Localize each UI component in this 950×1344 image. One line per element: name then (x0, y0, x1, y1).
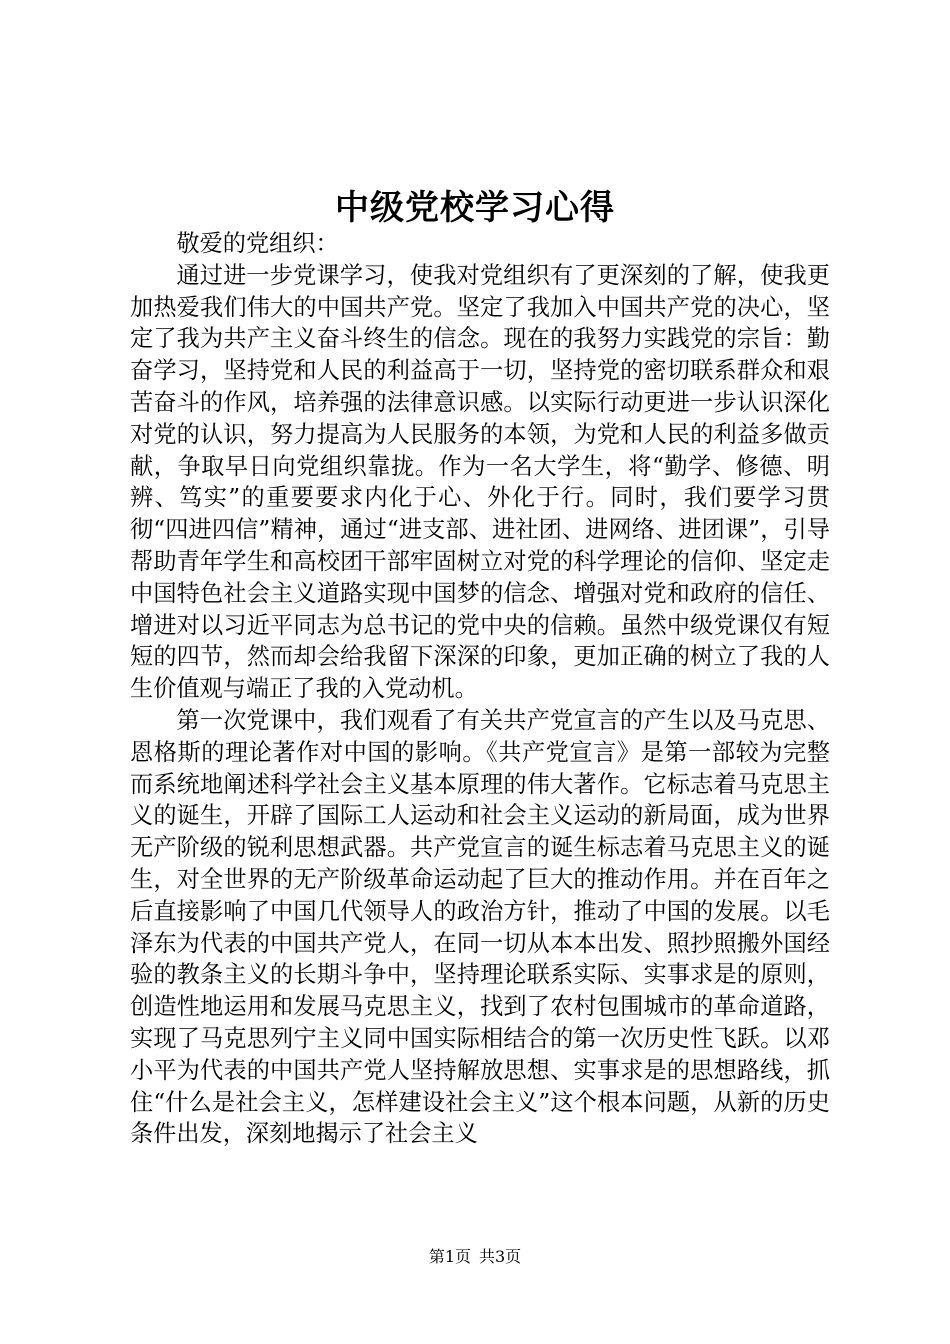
page-footer (0, 1246, 950, 1268)
page-number: 第1页 (428, 1247, 471, 1266)
paragraph-2: 第一次党课中，我们观看了有关共产党宣言的产生以及马克思、恩格斯的理论著作对中国的影响。《共产党宣言》是第一部较为完整而系统地阐述科学社会主义基本原理的伟大著作。它标志着马克思主义的诞生，开辟了国际工人运动和社会主义运动的新局面，成为世界无产阶级的锐利思想武器。共产党宣言的诞生标志着马克思主义的诞生，对全世界的无产阶级革命运动起了巨大的推动作用。并在百年之后直接影响了中国几代领导人的政治方针，推动了中国的发展。以毛泽东为代表的中国共产党人，在同一切从本本出发、照抄照搬外国经验的教条主义的长期斗争中，坚持理论联系实际、实事求是的原则，创造性地运用和发展马克思主义，找到了农村包围城市的革命道路，实现了马克思列宁主义同中国实际相结合的第一次历史性飞跃。以邓小平为代表的中国共产党人坚持解放思想、实事求是的思想路线，抓住“什么是社会主义，怎样建设社会主义”这个根本问题，从新的历史条件出发，深刻地揭示了社会主义 (130, 706, 830, 1148)
document-title: 中级党校学习心得 (335, 188, 615, 228)
paragraph-1: 通过进一步党课学习，使我对党组织有了更深刻的了解，使我更加热爱我们伟大的中国共产党。坚定了我加入中国共产党的决心，坚定了我为共产主义奋斗终生的信念。现在的我努力实践党的宗旨：勤奋学习，坚持党和人民的利益高于一切，坚持党的密切联系群众和艰苦奋斗的作风，培养强的法律意识感。以实际行动更进一步认识深化对党的认识，努力提高为人民服务的本领，为党和人民的利益多做贡献，争取早日向党组织靠拢。作为一名大学生，将“勤学、修德、明辨、笃实”的重要要求内化于心、外化于行。同时，我们要学习贯彻“四进四信”精神，通过“进支部、进社团、进网络、进团课”，引导帮助青年学生和高校团干部牢固树立对党的科学理论的信仰、坚定走中国特色社会主义道路实现中国梦的信念、增强对党和政府的信任、增进对以习近平同志为总书记的党中央的信赖。虽然中级党课仅有短短的四节，然而却会给我留下深深的印象，更加正确的树立了我的人生价值观与端正了我的入党动机。 (130, 261, 830, 703)
document-body (130, 228, 830, 1150)
salutation: 敬爱的党组织： (176, 230, 339, 257)
page-total: 共3页 (479, 1247, 522, 1266)
